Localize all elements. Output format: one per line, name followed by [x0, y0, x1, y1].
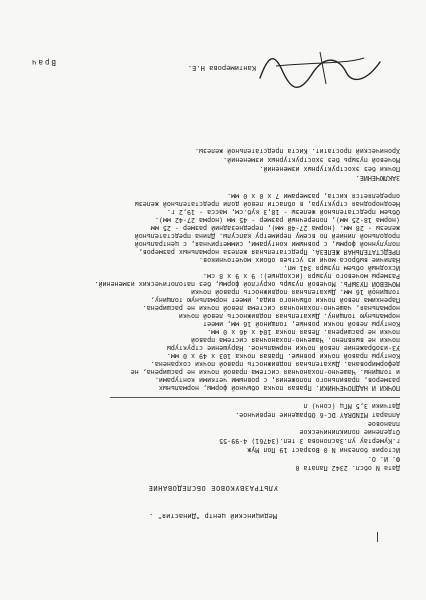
conclusion-title: ЗАКЛЮЧЕНИЕ.	[355, 174, 400, 182]
meta-date-line: Дата N обсл. 2342 Палата 0	[295, 464, 400, 472]
doctor-name: Кантимерова Н.Е.	[187, 64, 256, 72]
body-line: полулунной формы, с ровными контурами, симметричная, с центральной	[134, 240, 400, 248]
body-line: Наличие выброса мочи из устьев обоих мочеточников.	[199, 256, 400, 264]
meta-dept-line: Отделение поликлиническое	[299, 428, 400, 436]
margin-mark	[377, 532, 378, 542]
clinic-name: Медицинский центр "Династия" .	[149, 512, 277, 520]
body-line: Размеры мочевого пузыря (исходные): 9 x 9 x 8 см.	[203, 272, 400, 280]
body-line: (норма 18-25 мм), поперечный размер - 45 мм (норма 27-42 мм).	[154, 216, 400, 224]
body-line: ПРЕДСТАТЕЛЬНАЯ ЖЕЛЕЗА. Предстательная железа нормальных размеров,	[138, 248, 400, 256]
meta-dept-line-2: плановое	[367, 420, 400, 428]
body-line: УЗ-изображение левой почки нормальное. Нарушение структуры	[166, 344, 400, 352]
document-title: УЛЬТРАЗВУКОВОЕ ОБСЛЕДОВАНИЕ	[148, 484, 278, 492]
body-line: МОЧЕВОЙ ПУЗЫРЬ. Мочевой пузырь округлой формы, без патологических изменений.	[94, 280, 400, 288]
meta-history-line: История болезни N 0 Возраст 19 Пол Муж	[247, 446, 400, 454]
conclusion-line: Почки без эхоструктурных изменений.	[259, 165, 400, 173]
meta-sensor-line: Датчики 3,5 МГц (сонч) л	[303, 402, 400, 410]
doctor-label: Врач	[29, 58, 56, 67]
body-line: почки не выявлено. Чашечно-лоханочная система правой	[190, 336, 400, 344]
body-line: ПОЧКИ И НАДПОЧЕЧНИКИ. Правая почка обычной формы, нормальных	[158, 384, 400, 392]
meta-device-line: Аппарат MINDRAY DC-6 Обращение первичное.	[235, 411, 400, 419]
doctor-signature	[256, 46, 386, 92]
body-line: толщиной 16 мм. Дыхательная подвижность правой почки	[190, 288, 400, 296]
conclusion-line: Мочевой пузырь без эхоструктурных изменений.	[223, 156, 400, 164]
body-line: нормальную толщину. Дыхательная подвижность левой почки	[178, 312, 400, 320]
header-separator	[110, 397, 400, 398]
body-line: определяется киста, размерами 7 x 0 x 0 мм.	[227, 192, 400, 200]
conclusion-line: Хронический простатит. Киста предстательной железы.	[194, 147, 400, 155]
body-line: Контуры правой почки ровные. Правая почка 103 x 49 x 0 мм.	[166, 352, 400, 360]
body-line: Неоднородная структура, в области левой доли предстательной железы	[134, 200, 400, 208]
body-line: Контуры левой почки ровные, толщиной 16 мм, имеет	[203, 320, 400, 328]
meta-address-line: г.Кумертау ул.Заслонова 3 тел.(34761) 4-99-55	[219, 437, 400, 445]
body-line: продольной линией по всему периметру капсулы. Длина предстательной	[134, 232, 400, 240]
body-line: Объем предстательной железы - 18,3 куб.см, масса - 19,2 г.	[166, 208, 400, 216]
body-line: Паренхима левой почки обычного вида, имеет нормальную толщину,	[150, 296, 400, 304]
body-line: деформирована. Дыхательная подвижность правой почки сохранена.	[150, 360, 400, 368]
body-line: и толщины. Чашечно-лоханочная система правой почки не расширена, не	[130, 368, 400, 376]
meta-name-line: Ф. И. О.	[367, 455, 400, 463]
body-line: почки не расширена. Левая почка 104 x 46 x 0 мм.	[207, 328, 400, 336]
body-line: железы - 28 мм. (норма 27-40 мм), переднезадний размер - 25 мм	[150, 224, 400, 232]
body-line: размеров, правильного положения, с ровными четкими контурами.	[154, 376, 400, 384]
body-line: Исходный объем пузыря 341 мл.	[283, 264, 400, 272]
body-line: нормальная, чашечно-лоханочная система левой почки не расширена.	[142, 304, 400, 312]
